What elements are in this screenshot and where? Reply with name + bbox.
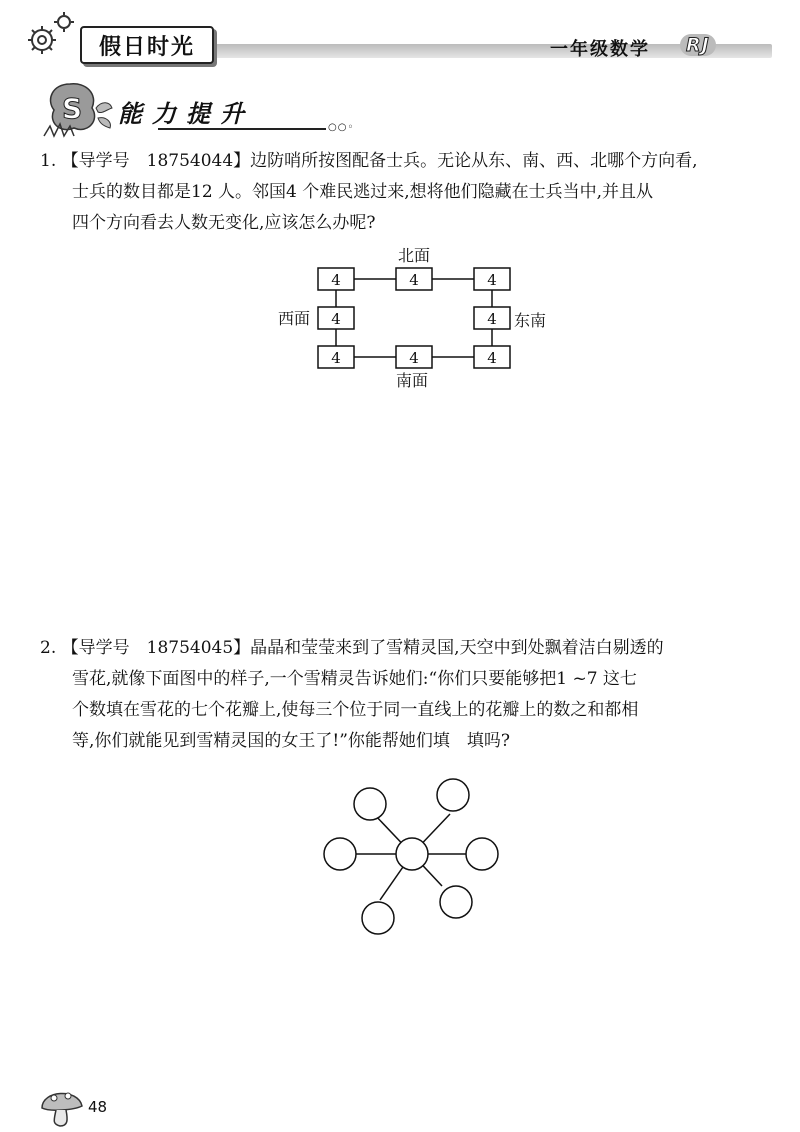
section-underline — [158, 128, 326, 130]
box-e-value: 4 — [487, 310, 497, 328]
label-east: 东南 — [514, 311, 547, 330]
petal-right[interactable] — [466, 838, 498, 870]
box-sw-value: 4 — [331, 349, 341, 367]
petal-bottom-right[interactable] — [440, 886, 472, 918]
box-n-value: 4 — [409, 271, 419, 289]
section-title: 能力提升 — [118, 100, 254, 128]
edition-text: RJ — [680, 34, 716, 56]
decorative-dots: ○○◦ — [328, 122, 355, 133]
problem-2-line-4: 等,你们就能见到雪精灵国的女王了!”你能帮她们填 填吗? — [72, 731, 511, 751]
problem-1-number: 1. — [40, 151, 57, 171]
label-south: 南面 — [396, 371, 429, 390]
problem-2-line-3: 个数填在雪花的七个花瓣上,使每三个位于同一直线上的花瓣上的数之和都相 — [72, 700, 639, 720]
header-grade: 一年级数学 — [550, 39, 650, 60]
petal-bottom-left[interactable] — [362, 902, 394, 934]
problem-2-line-1 — [40, 633, 760, 664]
gear-icon — [20, 8, 82, 64]
box-s-value: 4 — [409, 349, 419, 367]
section-heading — [40, 78, 355, 138]
problem-1 — [40, 146, 760, 239]
problem-2 — [40, 633, 760, 757]
snowflake-figure — [322, 778, 512, 943]
badge-letter: S — [62, 92, 83, 125]
problem-1-line-1 — [40, 146, 760, 177]
page-number: 48 — [88, 1098, 108, 1116]
flower-s-icon — [40, 78, 120, 138]
label-west: 西面 — [278, 309, 311, 328]
mushroom-icon — [38, 1082, 86, 1130]
label-north: 北面 — [398, 246, 431, 265]
header-title: 假日时光 — [80, 26, 214, 64]
petal-left[interactable] — [324, 838, 356, 870]
box-w-value: 4 — [331, 310, 341, 328]
problem-1-text-1: 【导学号 18754044】边防哨所按图配备士兵。无论从东、南、西、北哪个方向看, — [61, 151, 698, 171]
petal-top-right[interactable] — [437, 779, 469, 811]
page-header — [0, 0, 800, 70]
problem-2-text-1: 【导学号 18754045】晶晶和莹莹来到了雪精灵国,天空中到处飘着洁白剔透的 — [61, 638, 664, 658]
box-ne-value: 4 — [487, 271, 497, 289]
problem-1-line-3: 四个方向看去人数无变化,应该怎么办呢? — [72, 213, 376, 233]
soldier-grid-figure — [278, 246, 568, 391]
problem-2-number: 2. — [40, 638, 57, 658]
problem-2-line-2: 雪花,就像下面图中的样子,一个雪精灵告诉她们:“你们只要能够把1 ~7 这七 — [72, 669, 637, 689]
petal-top-left[interactable] — [354, 788, 386, 820]
box-se-value: 4 — [487, 349, 497, 367]
edition-badge — [680, 34, 718, 56]
box-nw-value: 4 — [331, 271, 341, 289]
petal-center[interactable] — [396, 838, 428, 870]
problem-1-line-2: 士兵的数目都是12 人。邻国4 个难民逃过来,想将他们隐藏在士兵当中,并且从 — [72, 182, 654, 202]
